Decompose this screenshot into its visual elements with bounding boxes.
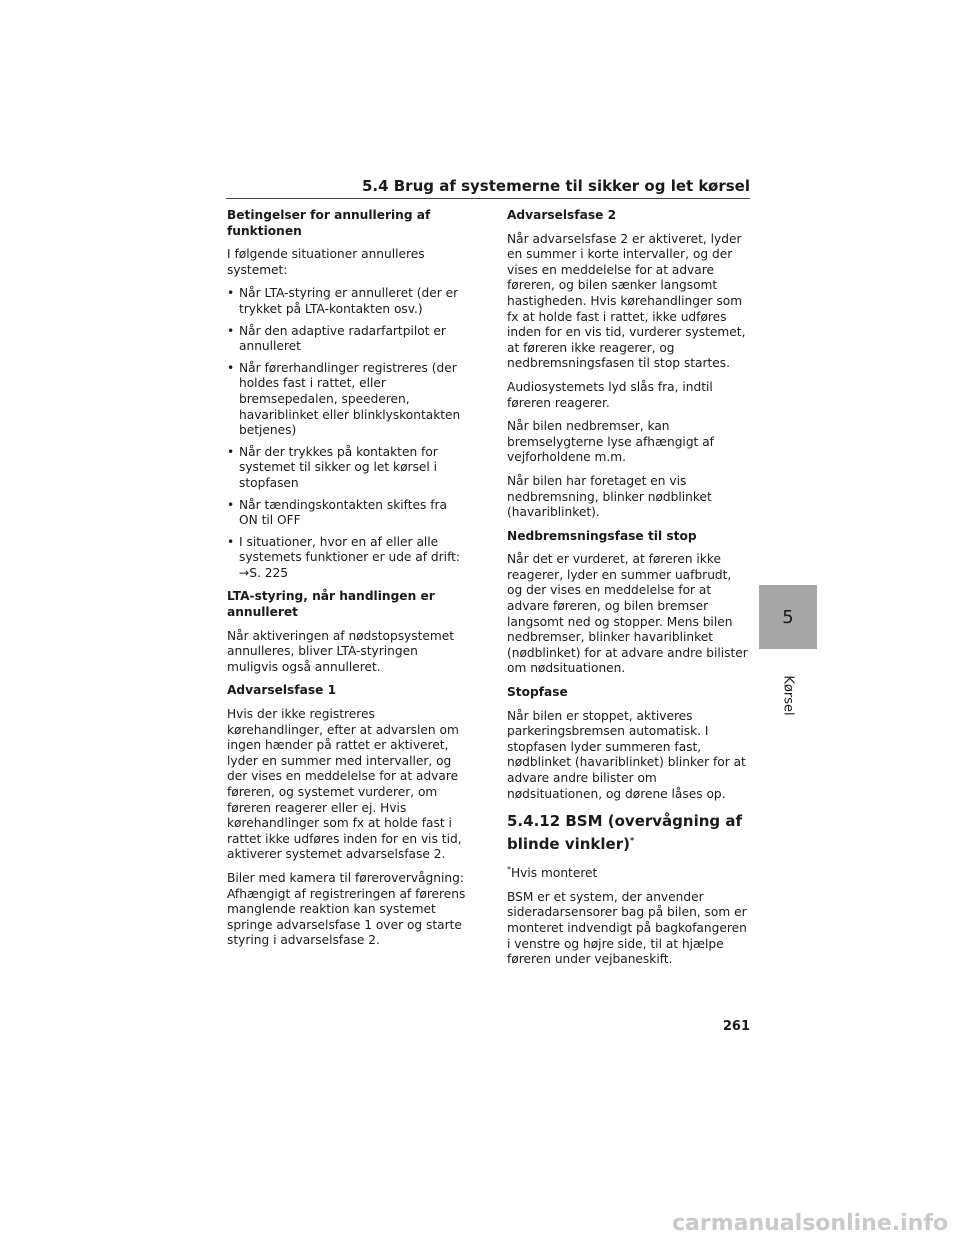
cancel-conditions-list xyxy=(227,286,469,581)
heading-warning-phase-1: Advarselsfase 1 xyxy=(227,683,337,698)
footnote-text: Hvis monteret xyxy=(511,866,598,881)
heading-warning-phase-2: Advarselsfase 2 xyxy=(507,208,617,222)
left-column xyxy=(227,208,469,957)
heading-lta-cancel: LTA-styring, når handlingen er annulleret xyxy=(227,589,435,620)
chapter-number: 5 xyxy=(782,606,794,628)
asterisk-mark: * xyxy=(629,836,635,846)
paragraph: Hvis der ikke registreres kørehandlinger, efter at advarslen om ingen hænder på rattet er aktiveret, lyder en summer med intervaller, og der vises en meddelelse for at advare føreren, og systemet vurderer, om føreren reagerer eller ej. Hvis kørehandlinger som fx at holde fast i rattet ikke udføres inden for en vis tid, aktiverer systemet advarselsfase 2. xyxy=(227,707,462,862)
chapter-tab xyxy=(759,585,817,649)
section-title-bsm xyxy=(507,812,749,854)
list-item: • Når førerhandlinger registreres (der holdes fast i rattet, eller bremsepedalen, speederen, havariblinket eller blinklyskontakten betjenes) xyxy=(227,361,469,439)
section-title-text: 5.4.12 BSM (overvågning af blinde vinkler) xyxy=(507,812,743,854)
paragraph: Når aktiveringen af nødstopsystemet annulleres, bliver LTA-styringen muligvis også annulleret. xyxy=(227,628,455,674)
page-number: 261 xyxy=(722,1019,750,1034)
paragraph: Biler med kamera til førerovervågning: Afhængigt af registreringen af førerens manglende reaktion kan systemet springe advarselsfase 1 over og starte styring i advarselsfase 2. xyxy=(227,870,466,948)
paragraph: Når bilen nedbremser, kan bremselygterne lyse afhængigt af vejforholdene m.m. xyxy=(507,419,714,465)
paragraph: Når det er vurderet, at føreren ikke reagerer, lyder en summer uafbrudt, og der vises en meddelelse for at advare føreren, og bilen bremser langsomt ned og stopper. Mens bilen nedbremser, blinker havariblinket (nødblinket) for at advare andre bilister om nødsituationen. xyxy=(507,552,748,676)
heading-stop-phase: Stopfase xyxy=(507,685,568,700)
list-item: • Når der trykkes på kontakten for systemet til sikker og let kørsel i stopfasen xyxy=(227,445,469,492)
list-item: • Når tændingskontakten skiftes fra ON til OFF xyxy=(227,498,469,529)
list-item: • Når LTA-styring er annulleret (der er trykket på LTA-kontakten osv.) xyxy=(227,286,469,317)
list-item: • Når den adaptive radarfartpilot er annulleret xyxy=(227,324,469,355)
paragraph: Når advarselsfase 2 er aktiveret, lyder en summer i korte intervaller, og der vises en meddelelse for at advare føreren, og bilen sænker langsomt hastigheden. Hvis kørehandlinger som fx at holde fast i rattet, ikke udføres inden for en vis tid, vurderer systemet, at føreren ikke reagerer, og nedbremsningsfasen til stop startes. xyxy=(507,231,746,371)
header-divider xyxy=(226,198,750,199)
paragraph: BSM er et system, der anvender sideradarsensorer bag på bilen, som er monteret indvendigt på bagkofangeren i venstre og højre side, til at hjælpe føreren under vejbaneskift. xyxy=(507,889,747,967)
footnote xyxy=(507,862,749,882)
heading-deceleration-phase: Nedbremsningsfase til stop xyxy=(507,528,697,543)
paragraph: Audiosystemets lyd slås fra, indtil føreren reagerer. xyxy=(507,379,713,410)
paragraph: Når bilen har foretaget en vis nedbremsning, blinker nødblinket (havariblinket). xyxy=(507,473,712,520)
chapter-label: Kørsel xyxy=(780,675,796,716)
list-item: • I situationer, hvor en af eller alle systemets funktioner er ude af drift: →S. 225 xyxy=(227,535,469,582)
right-column xyxy=(507,208,749,976)
paragraph: Når bilen er stoppet, aktiveres parkeringsbremsen automatisk. I stopfasen lyder summeren fast, nødblinket (havariblinket) blinker for at advare andre bilister om nødsituationen, og dørene låses op. xyxy=(507,708,746,801)
heading-cancel-conditions: Betingelser for annullering af funktionen xyxy=(227,208,431,238)
paragraph: I følgende situationer annulleres systemet: xyxy=(227,247,425,277)
watermark: carmanualsonline.info xyxy=(672,1211,948,1236)
asterisk-mark: * xyxy=(507,865,511,875)
running-header-title: 5.4 Brug af systemerne til sikker og let kørsel xyxy=(361,177,750,195)
